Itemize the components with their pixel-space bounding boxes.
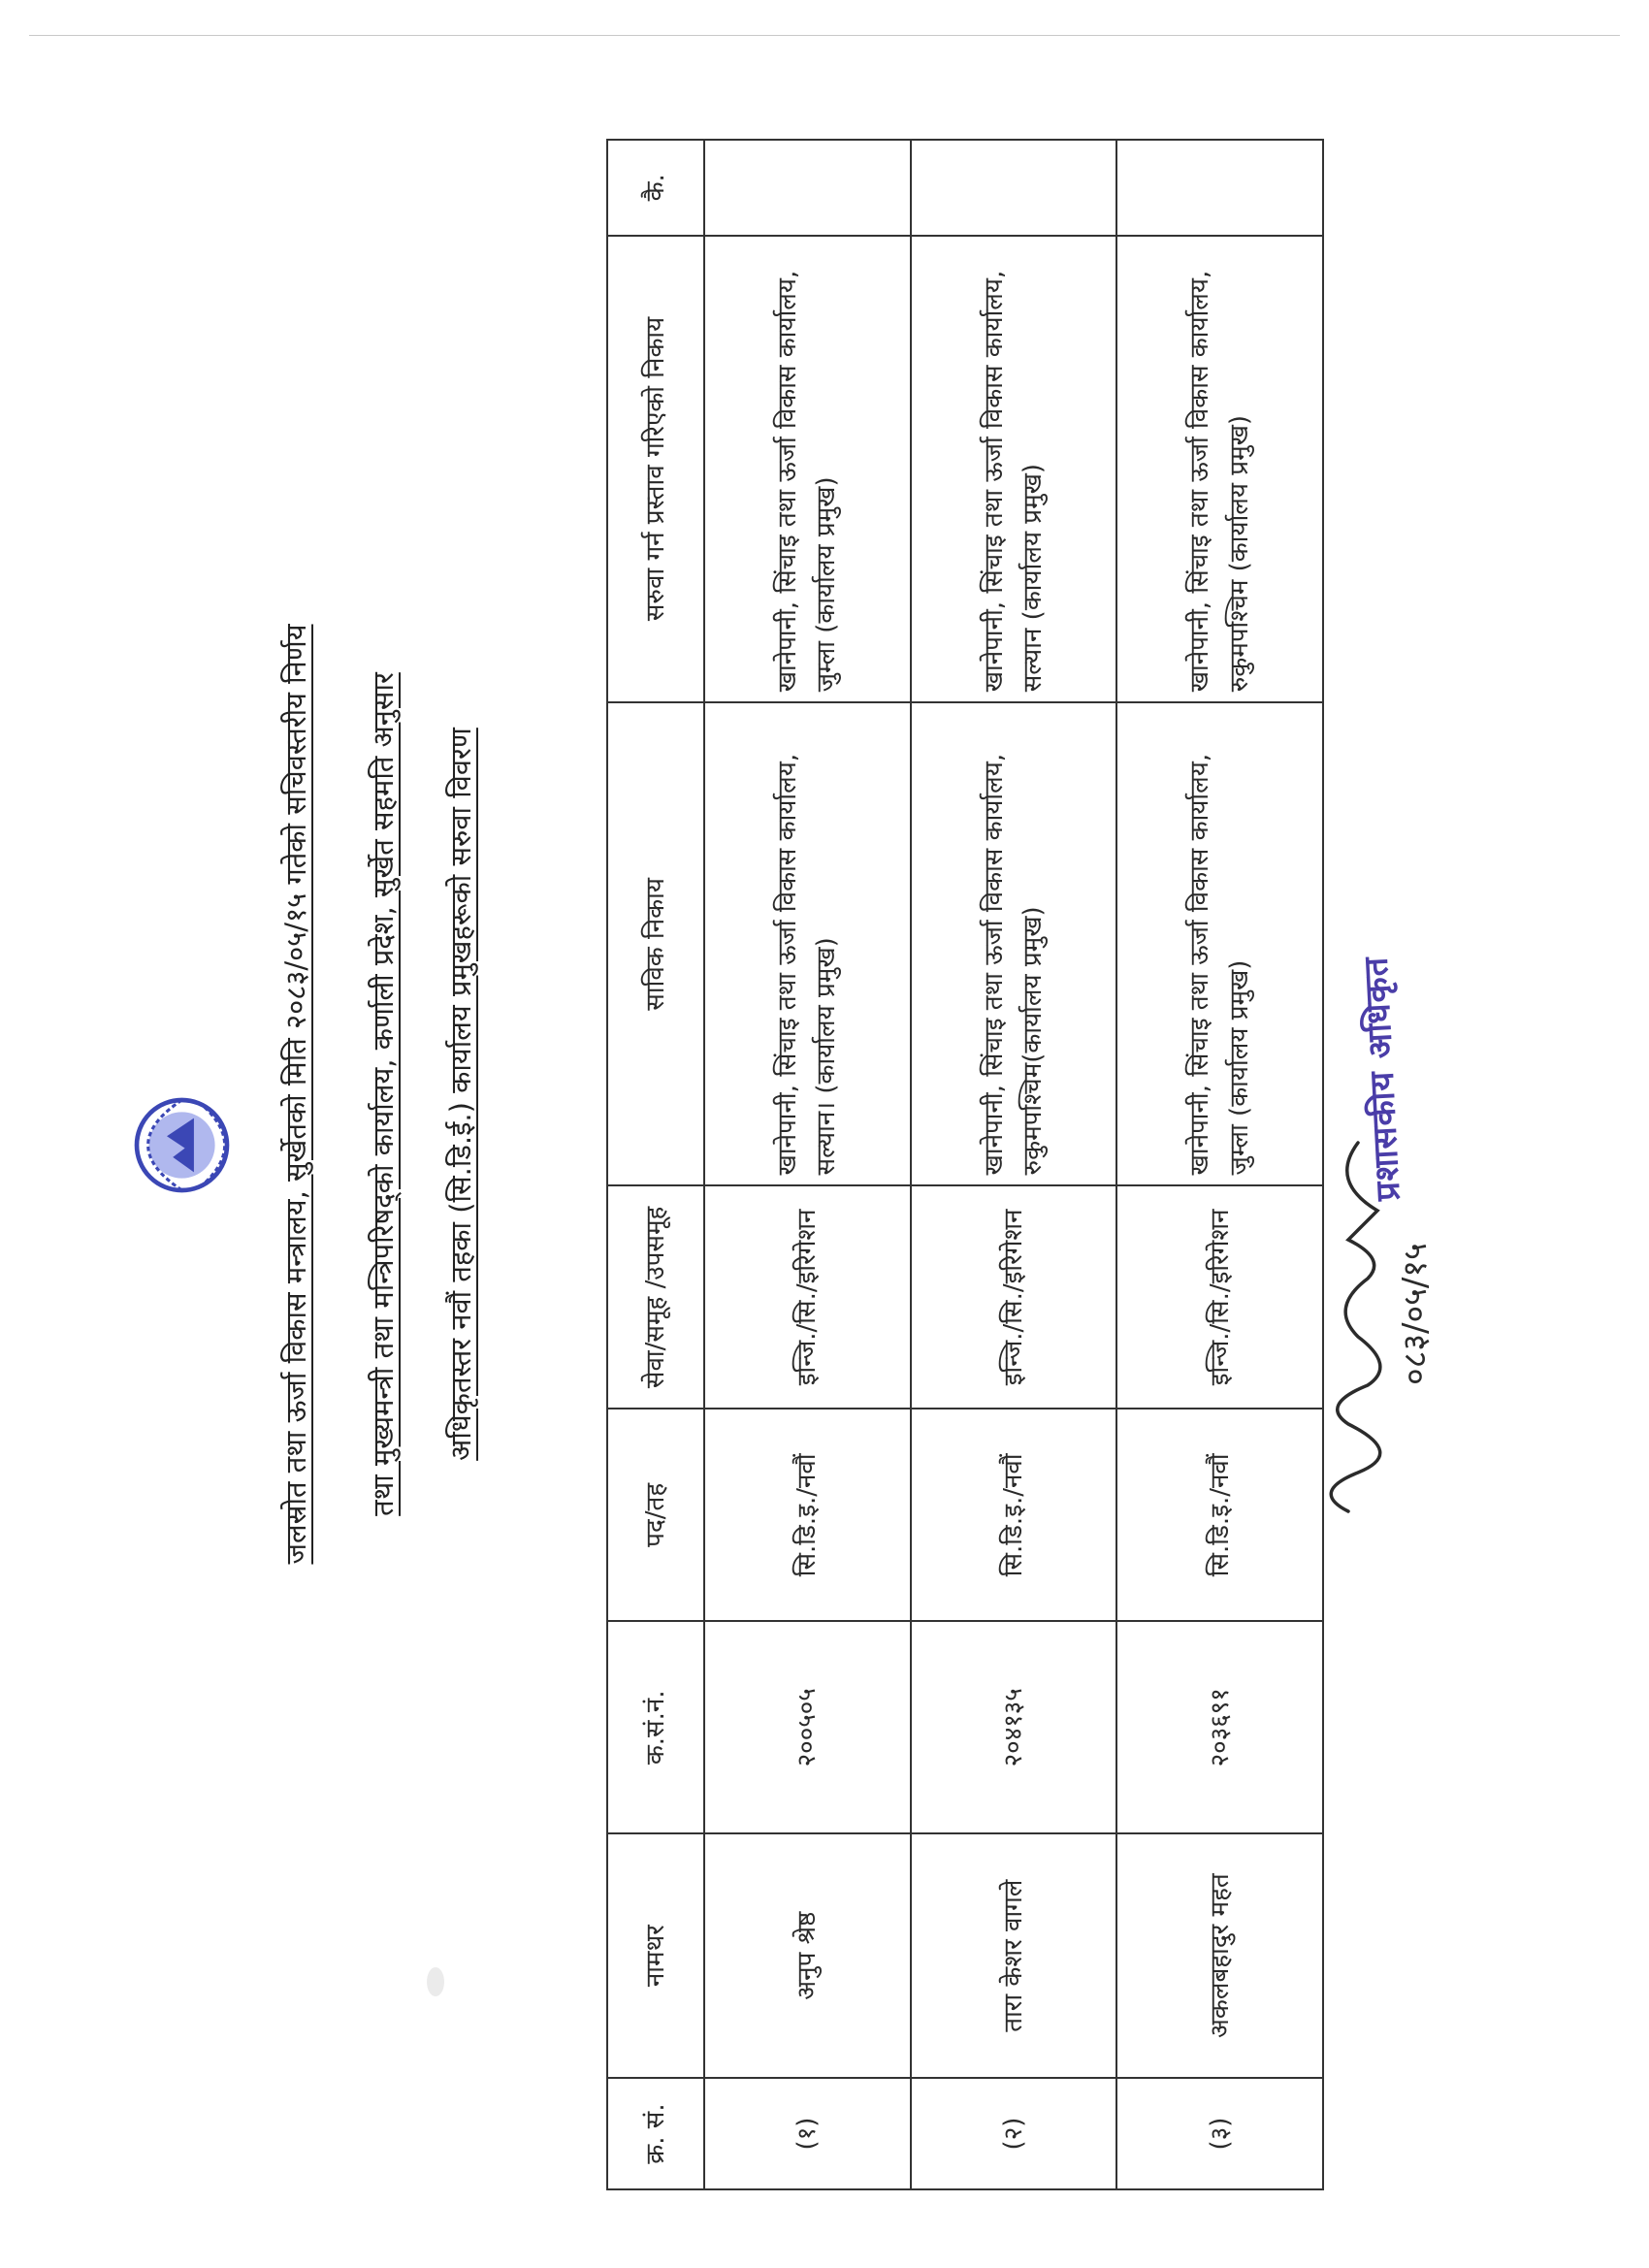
col-service: सेवा/समूह /उपसमूह — [607, 1185, 704, 1409]
cell-name: तारा केशर वागले — [911, 1833, 1117, 2078]
cell-service: इन्जि./सि./इरिगेशन — [1116, 1185, 1323, 1409]
col-remarks: कै. — [607, 140, 704, 236]
cell-previous-office: खानेपानी, सिंचाइ तथा ऊर्जा विकास कार्यालय, सल्यान। (कार्यालय प्रमुख) — [704, 702, 911, 1185]
cell-name: अकलबहादुर महत — [1116, 1833, 1323, 2078]
transfer-table — [606, 139, 1324, 2190]
office-seal — [107, 1070, 257, 1220]
cell-service: इन्जि./सि./इरिगेशन — [704, 1185, 911, 1409]
cell-name: अनुप श्रेष्ठ — [704, 1833, 911, 2078]
cell-previous-office: खानेपानी, सिंचाइ तथा ऊर्जा विकास कार्यालय, रुकुमपश्चिम(कार्यालय प्रमुख) — [911, 702, 1117, 1185]
col-ksn: क.सं.नं. — [607, 1621, 704, 1833]
cell-post: सि.डि.इ./नवौं — [911, 1409, 1117, 1621]
cell-proposed-office: खानेपानी, सिंचाइ तथा ऊर्जा विकास कार्यालय, जुम्ला (कार्यालय प्रमुख) — [704, 236, 911, 703]
col-previous-office: साविक निकाय — [607, 702, 704, 1185]
table-row — [911, 140, 1117, 2189]
col-sn: क्र. सं. — [607, 2078, 704, 2189]
cell-proposed-office: खानेपानी, सिंचाइ तथा ऊर्जा विकास कार्यालय, रुकुमपश्चिम (कार्यालय प्रमुख) — [1116, 236, 1323, 703]
cell-ksn: २०४१३५ — [911, 1621, 1117, 1833]
cell-remarks — [1116, 140, 1323, 236]
cell-previous-office: खानेपानी, सिंचाइ तथा ऊर्जा विकास कार्यालय, जुम्ला (कार्यालय प्रमुख) — [1116, 702, 1323, 1185]
cell-ksn: २००५०५ — [704, 1621, 911, 1833]
col-proposed-office: सरुवा गर्न प्रस्ताव गरिएको निकाय — [607, 236, 704, 703]
table-row — [704, 140, 911, 2189]
cell-post: सि.डि.इ./नवौं — [1116, 1409, 1323, 1621]
heading-line-1: जलस्रोत तथा ऊर्जा विकास मन्त्रालय, सुर्खेतको मिति २०८३/०५/१५ गतेको सचिवस्तरीय निर्णय — [279, 624, 312, 1565]
cell-sn: (२) — [911, 2078, 1117, 2189]
cell-remarks — [704, 140, 911, 236]
col-name: नामथर — [607, 1833, 704, 2078]
cell-remarks — [911, 140, 1117, 236]
heading-line-2: तथा मुख्यमन्त्री तथा मन्त्रिपरिषद्को कार्यालय, कर्णाली प्रदेश, सुर्खेत सहमति अनुसार — [367, 672, 400, 1516]
cell-sn: (१) — [704, 2078, 911, 2189]
signature-date: ०८३/०५/१५ — [1396, 1243, 1435, 1385]
table-header-row — [607, 140, 704, 2189]
cell-ksn: २०३६९१ — [1116, 1621, 1323, 1833]
heading-line-3: अधिकृतस्तर नवौं तहका (सि.डि.ई.) कार्यालय प्रमुखहरूको सरुवा विवरण — [444, 728, 477, 1461]
cell-service: इन्जि./सि./इरिगेशन — [911, 1185, 1117, 1409]
col-post: पद/तह — [607, 1409, 704, 1621]
cell-post: सि.डि.इ./नवौं — [704, 1409, 911, 1621]
cell-proposed-office: खानेपानी, सिंचाइ तथा ऊर्जा विकास कार्यालय, सल्यान (कार्यालय प्रमुख) — [911, 236, 1117, 703]
cell-sn: (३) — [1116, 2078, 1323, 2189]
designation-stamp: प्रशासकीय अधिकृत — [1356, 956, 1408, 1202]
